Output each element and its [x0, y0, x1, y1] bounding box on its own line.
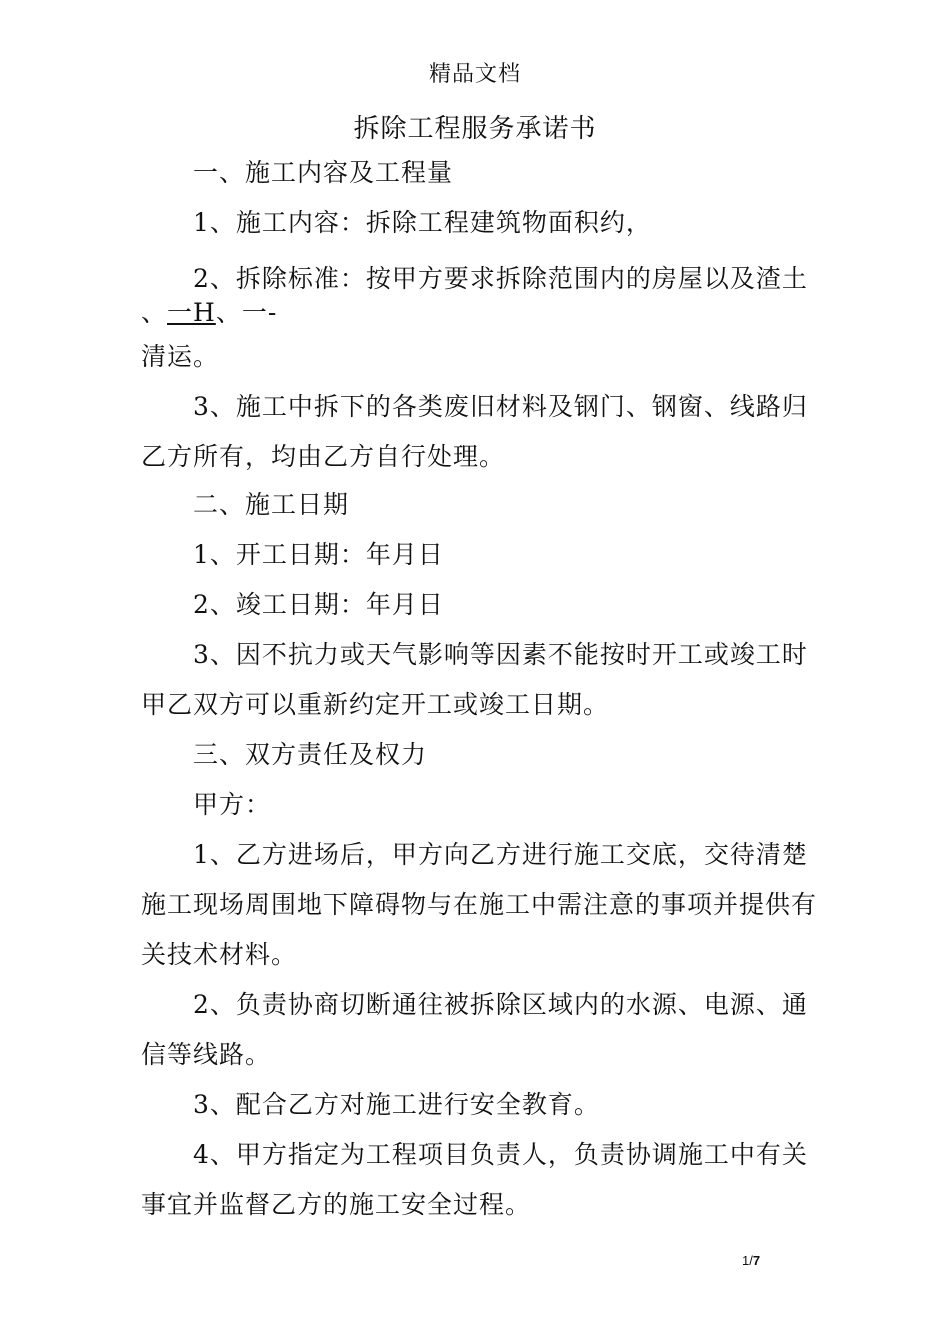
- section1-item2-line2-a: 、: [141, 298, 168, 327]
- section2-item2: 2、竣工日期：年月日: [193, 590, 444, 619]
- section2-item1: 1、开工日期：年月日: [193, 540, 444, 569]
- page-header: 精品文档: [428, 62, 521, 87]
- section1-item2-line2: [141, 298, 277, 328]
- section1-item2-line2-c: 、一-: [215, 298, 278, 327]
- section3-item1-line3: 关技术材料。: [141, 940, 298, 969]
- section3-heading: 三、双方责任及权力: [193, 740, 428, 769]
- section1-item3-line1: 3、施工中拆下的各类废旧材料及钢门、钢窗、线路归: [193, 392, 808, 421]
- section1-item2-line3: 清运。: [141, 342, 220, 371]
- section2-item3-line1: 3、因不抗力或天气影响等因素不能按时开工或竣工时: [193, 640, 808, 669]
- section1-item2-line2-b: 一H: [167, 298, 216, 327]
- document-title: 拆除工程服务承诺书: [353, 114, 597, 144]
- page-number: [742, 1253, 760, 1269]
- section3-party-a: 甲方：: [193, 790, 272, 819]
- page-current: 1/: [742, 1253, 753, 1268]
- section2-heading: 二、施工日期: [193, 490, 350, 519]
- section3-item3: 3、配合乙方对施工进行安全教育。: [193, 1090, 600, 1119]
- page-total: 7: [752, 1253, 761, 1268]
- section1-item1: 1、施工内容：拆除工程建筑物面积约，: [193, 208, 652, 237]
- section3-item2-line1: 2、负责协商切断通往被拆除区域内的水源、电源、通: [193, 990, 808, 1019]
- section1-item3-line2: 乙方所有，均由乙方自行处理。: [141, 442, 506, 471]
- section1-heading: 一、施工内容及工程量: [193, 158, 454, 187]
- section3-item2-line2: 信等线路。: [141, 1040, 272, 1069]
- section3-item4-line2: 事宜并监督乙方的施工安全过程。: [141, 1190, 532, 1219]
- section3-item4-line1: 4、甲方指定为工程项目负责人，负责协调施工中有关: [193, 1140, 808, 1169]
- section3-item1-line1: 1、乙方进场后，甲方向乙方进行施工交底，交待清楚: [193, 840, 808, 869]
- section2-item3-line2: 甲乙双方可以重新约定开工或竣工日期。: [141, 690, 610, 719]
- section1-item2-line1: 2、拆除标准：按甲方要求拆除范围内的房屋以及渣土: [193, 264, 808, 293]
- section3-item1-line2: 施工现场周围地下障碍物与在施工中需注意的事项并提供有: [141, 890, 818, 919]
